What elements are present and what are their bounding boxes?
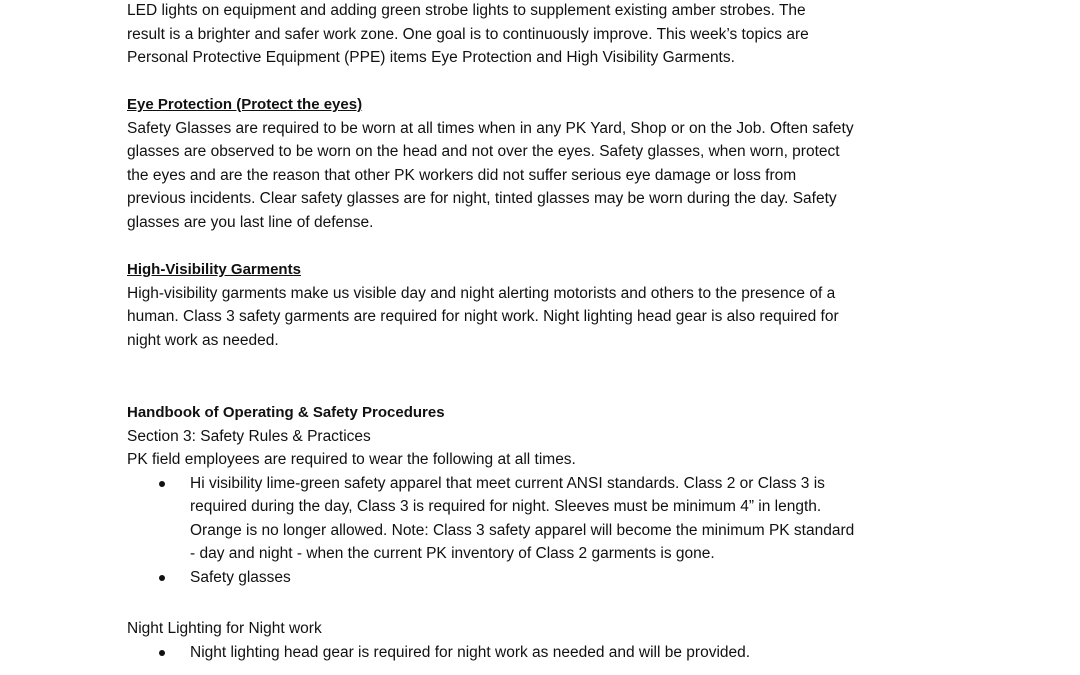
- high-visibility-paragraph: [127, 282, 967, 353]
- paragraph-line: glasses are you last line of defense.: [127, 213, 374, 231]
- bullet-icon: [159, 481, 165, 487]
- list-item-line: Safety glasses: [190, 568, 291, 586]
- paragraph-line: Safety Glasses are required to be worn at all times when in any PK Yard, Shop or on the Job. Often safety: [127, 119, 854, 137]
- list-item-line: Hi visibility lime-green safety apparel that meet current ANSI standards. Class 2 or Class 3 is: [190, 474, 825, 492]
- paragraph-line: human. Class 3 safety garments are required for night work. Night lighting head gear is also required for: [127, 308, 839, 325]
- intro-line: Personal Protective Equipment (PPE) items Eye Protection and High Visibility Garments.: [127, 49, 735, 66]
- intro-line: result is a brighter and safer work zone. One goal is to continuously improve. This week’s topics are: [127, 25, 809, 43]
- list-item: [127, 566, 967, 590]
- paragraph-line: night work as needed.: [127, 331, 279, 349]
- handbook-lead: PK field employees are required to wear the following at all times.: [127, 451, 576, 468]
- eye-protection-heading: Eye Protection (Protect the eyes): [127, 96, 363, 113]
- paragraph-line: the eyes and are the reason that other PK workers did not suffer serious eye damage or loss from: [127, 166, 797, 184]
- list-item-line: Orange is no longer allowed. Note: Class 3 safety apparel will become the minimum PK standard: [190, 521, 855, 539]
- night-lighting-bullet-list: [127, 641, 967, 665]
- list-item-line: Night lighting head gear is required for night work as needed and will be provided.: [190, 643, 751, 661]
- bullet-icon: [159, 575, 165, 581]
- intro-paragraph: [127, 0, 967, 70]
- paragraph-line: glasses are observed to be worn on the head and not over the eyes. Safety glasses, when worn, protect: [127, 143, 840, 160]
- handbook-heading: Handbook of Operating & Safety Procedures: [127, 404, 445, 421]
- night-lighting-section: [127, 617, 967, 664]
- handbook-section-title: Section 3: Safety Rules & Practices: [127, 427, 371, 445]
- bullet-icon: [159, 650, 165, 656]
- intro-line: LED lights on equipment and adding green strobe lights to supplement existing amber strobes. The: [127, 2, 806, 19]
- list-item: [127, 472, 967, 566]
- high-visibility-heading: High-Visibility Garments: [127, 261, 301, 278]
- paragraph-line: High-visibility garments make us visible day and night alerting motorists and others to the presence of a: [127, 284, 836, 302]
- night-lighting-heading: Night Lighting for Night work: [127, 620, 322, 637]
- paragraph-line: previous incidents. Clear safety glasses are for night, tinted glasses may be worn during the day. Safety: [127, 190, 837, 207]
- list-item: [127, 641, 967, 665]
- handbook-bullet-list: [127, 472, 967, 590]
- list-item-line: - day and night - when the current PK inventory of Class 2 garments is gone.: [190, 545, 715, 562]
- eye-protection-section: [127, 93, 967, 234]
- eye-protection-paragraph: [127, 117, 967, 235]
- handbook-section: [127, 401, 967, 589]
- list-item-line: required during the day, Class 3 is required for night. Sleeves must be minimum 4” in length.: [190, 498, 822, 515]
- high-visibility-section: [127, 258, 967, 352]
